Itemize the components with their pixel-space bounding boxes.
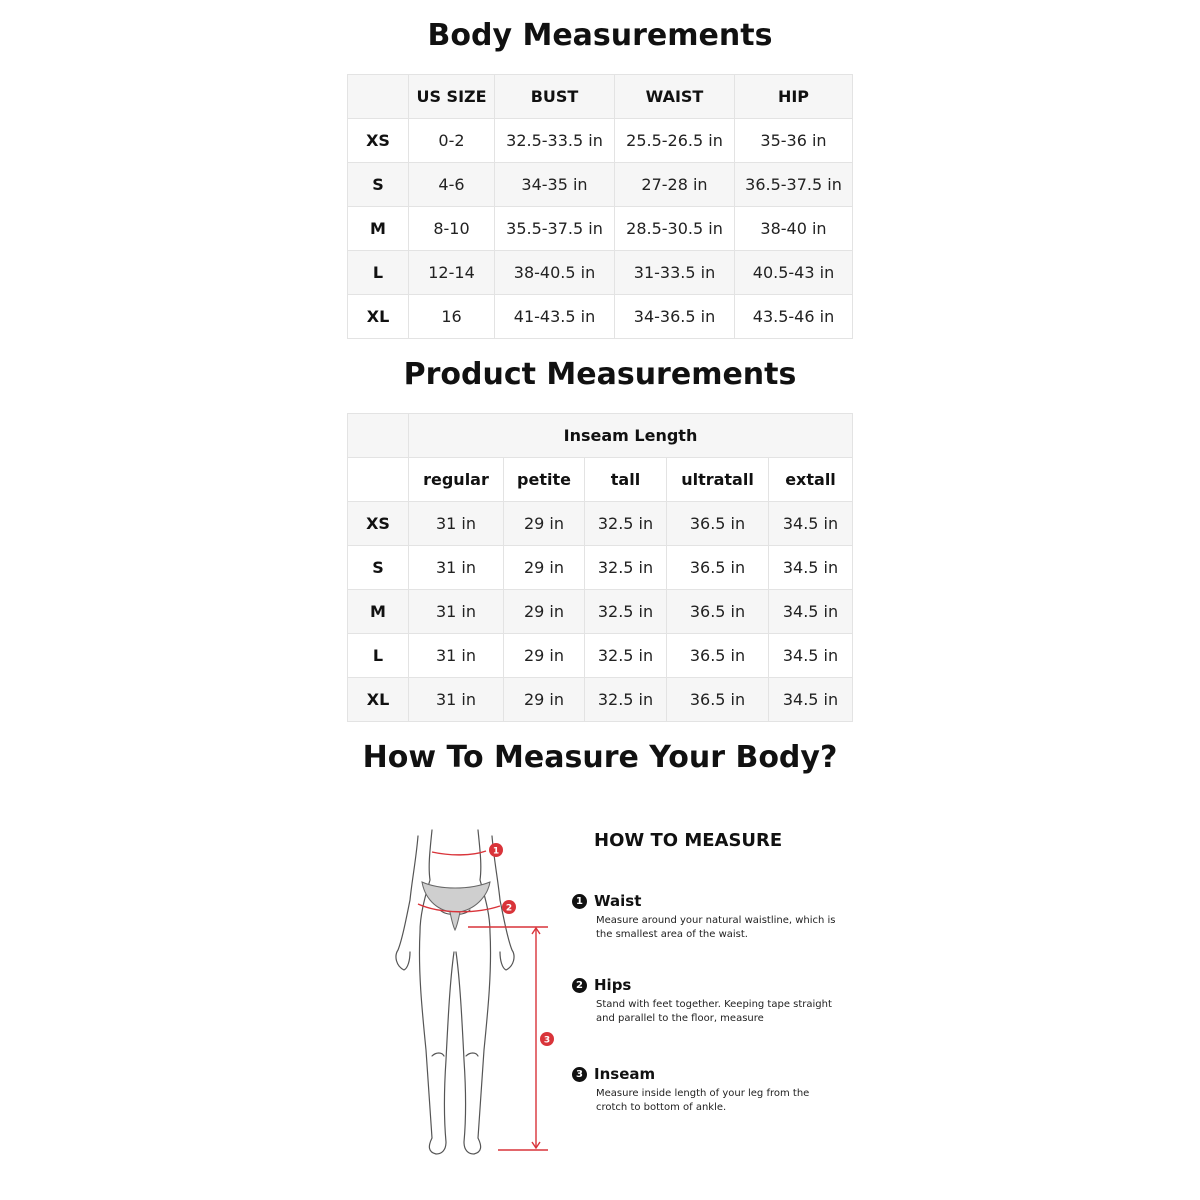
step-inseam [572,1065,842,1115]
product-measurements-title: Product Measurements [403,357,797,392]
marker-2 [502,900,516,914]
table-row [348,163,853,207]
table-cell: 32.5-33.5 in [495,119,615,163]
header-cell: petite [504,458,585,502]
header-cell [348,75,409,119]
header-cell: US SIZE [409,75,495,119]
table-cell: 29 in [504,546,585,590]
marker-3 [540,1032,554,1046]
step-number-icon: 3 [572,1067,587,1082]
size-label: M [348,207,409,251]
header-cell: regular [409,458,504,502]
inseam-length-header: Inseam Length [409,414,853,458]
table-cell: 34.5 in [769,590,853,634]
table-cell: 34.5 in [769,634,853,678]
body-outline [396,830,514,1154]
table-cell: 31 in [409,502,504,546]
size-label: M [348,590,409,634]
step-number-icon: 1 [572,894,587,909]
header-cell [348,414,409,458]
table-cell: 34-35 in [495,163,615,207]
table-row [348,590,853,634]
step-header [572,976,842,994]
table-cell: 27-28 in [615,163,735,207]
how-to-measure-title: How To Measure Your Body? [362,740,838,775]
table-cell: 36.5-37.5 in [735,163,853,207]
table-row [348,678,853,722]
table-cell: 38-40 in [735,207,853,251]
table-cell: 38-40.5 in [495,251,615,295]
header-cell: extall [769,458,853,502]
table-cell: 29 in [504,634,585,678]
product-measurements-table [347,413,853,722]
header-cell: BUST [495,75,615,119]
table-cell: 43.5-46 in [735,295,853,339]
table-cell: 34.5 in [769,502,853,546]
table-cell: 29 in [504,678,585,722]
table-cell: 32.5 in [585,634,667,678]
table-cell: 16 [409,295,495,339]
table-row [348,119,853,163]
table-header-row [348,75,853,119]
size-label: S [348,546,409,590]
step-description: Measure inside length of your leg from the crotch to bottom of ankle. [596,1088,810,1113]
underwear-shape [422,882,490,930]
table-cell: 32.5 in [585,590,667,634]
marker-label: 1 [492,846,500,857]
table-row [348,295,853,339]
table-cell: 31 in [409,590,504,634]
step-title: Waist [594,892,642,910]
step-header [572,1065,842,1083]
table-cell: 34.5 in [769,546,853,590]
header-cell: HIP [735,75,853,119]
table-cell: 32.5 in [585,678,667,722]
size-label: XS [348,502,409,546]
body-figure-illustration [380,820,580,1165]
how-to-measure-heading: HOW TO MEASURE [594,830,783,851]
table-cell: 32.5 in [585,546,667,590]
table-cell: 35.5-37.5 in [495,207,615,251]
marker-label: 3 [543,1035,551,1046]
body-measurements-title: Body Measurements [427,18,773,53]
table-cell: 31-33.5 in [615,251,735,295]
table-cell: 29 in [504,590,585,634]
step-header [572,892,842,910]
table-cell: 32.5 in [585,502,667,546]
header-cell: ultratall [667,458,769,502]
header-cell: WAIST [615,75,735,119]
table-cell: 31 in [409,546,504,590]
table-row [348,207,853,251]
size-label: XL [348,295,409,339]
step-title: Inseam [594,1065,656,1083]
table-row [348,502,853,546]
header-cell [348,458,409,502]
table-cell: 29 in [504,502,585,546]
table-group-header-row [348,414,853,458]
table-cell: 31 in [409,678,504,722]
table-cell: 36.5 in [667,546,769,590]
marker-label: 2 [505,903,513,914]
table-cell: 25.5-26.5 in [615,119,735,163]
table-cell: 34-36.5 in [615,295,735,339]
table-cell: 34.5 in [769,678,853,722]
table-cell: 0-2 [409,119,495,163]
table-cell: 36.5 in [667,634,769,678]
size-label: XL [348,678,409,722]
table-cell: 28.5-30.5 in [615,207,735,251]
marker-1 [489,843,503,857]
table-row [348,546,853,590]
table-cell: 36.5 in [667,502,769,546]
table-row [348,634,853,678]
table-cell: 4-6 [409,163,495,207]
step-hips [572,976,842,1026]
step-waist [572,892,842,942]
size-label: L [348,634,409,678]
table-cell: 41-43.5 in [495,295,615,339]
body-measurements-table [347,74,853,339]
table-cell: 36.5 in [667,590,769,634]
table-cell: 12-14 [409,251,495,295]
step-description: Stand with feet together. Keeping tape straight and parallel to the floor, measure [596,999,832,1024]
table-cell: 8-10 [409,207,495,251]
size-label: L [348,251,409,295]
table-cell: 40.5-43 in [735,251,853,295]
table-header-row [348,458,853,502]
table-cell: 35-36 in [735,119,853,163]
size-label: S [348,163,409,207]
table-cell: 36.5 in [667,678,769,722]
header-cell: tall [585,458,667,502]
table-cell: 31 in [409,634,504,678]
step-title: Hips [594,976,632,994]
table-row [348,251,853,295]
size-label: XS [348,119,409,163]
step-number-icon: 2 [572,978,587,993]
waist-measure-line [432,851,486,855]
step-description: Measure around your natural waistline, which is the smallest area of the waist. [596,915,836,940]
